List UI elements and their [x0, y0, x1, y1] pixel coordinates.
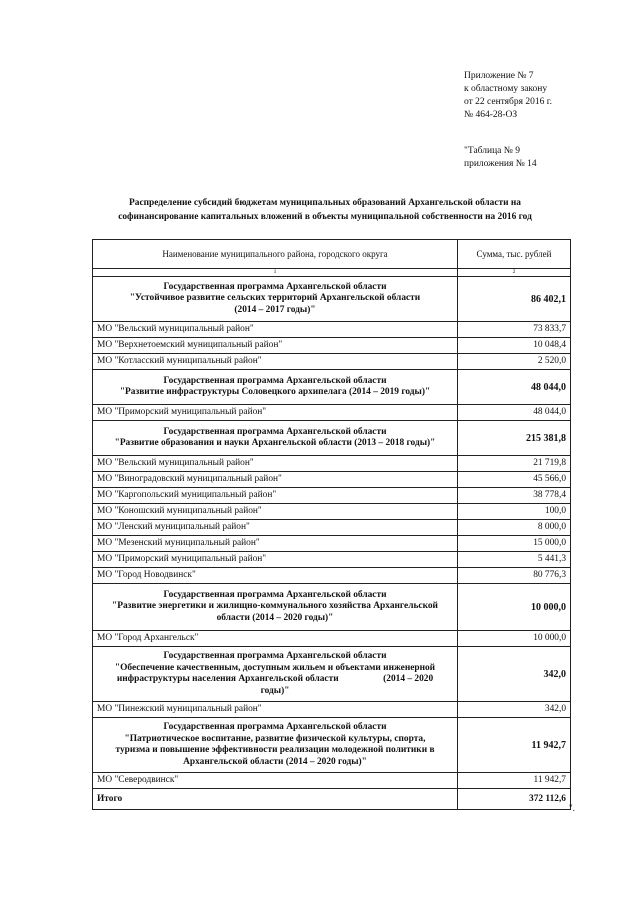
- table-row: [93, 520, 571, 536]
- municipality-name: МО "Пинежский муниципальный район": [93, 702, 458, 718]
- program-row: [93, 647, 571, 702]
- municipality-amount: 73 833,7: [458, 322, 571, 338]
- municipality-amount: 100,0: [458, 504, 571, 520]
- subsidy-table: [92, 239, 571, 810]
- table-reference: "Таблица № 9: [464, 146, 520, 156]
- municipality-amount: 21 719,8: [458, 456, 571, 472]
- program-name: Государственная программа Архангельской области "Развитие инфраструктуры Соловецкого архипелага (2014 – 2019 годы)": [93, 370, 458, 405]
- municipality-name: МО "Приморский муниципальный район": [93, 405, 458, 421]
- table-row: [93, 552, 571, 568]
- table-row: [93, 536, 571, 552]
- municipality-amount: 10 000,0: [458, 631, 571, 647]
- column-header-name: Наименование муниципального района, городского округа: [93, 240, 458, 269]
- program-row: [93, 370, 571, 405]
- table-row: [93, 702, 571, 718]
- municipality-name: МО "Северодвинск": [93, 773, 458, 789]
- total-row: [93, 789, 571, 810]
- title-line: Распределение субсидий бюджетам муниципальных образований Архангельской области на: [129, 198, 521, 208]
- table-row: [93, 354, 571, 370]
- column-number: 1: [93, 269, 458, 277]
- table-row: [93, 456, 571, 472]
- annex-line: Приложение № 7: [464, 71, 534, 81]
- program-amount: 215 381,8: [458, 421, 571, 456]
- column-number: 2: [458, 269, 571, 277]
- municipality-name: МО "Мезенский муниципальный район": [93, 536, 458, 552]
- municipality-amount: 15 000,0: [458, 536, 571, 552]
- municipality-name: МО "Вельский муниципальный район": [93, 456, 458, 472]
- table-row: [93, 472, 571, 488]
- municipality-name: МО "Вельский муниципальный район": [93, 322, 458, 338]
- program-row: [93, 277, 571, 322]
- total-amount: 372 112,6: [458, 789, 571, 810]
- program-name: Государственная программа Архангельской области "Обеспечение качественным, доступным жильем и объектами инженерной инфраструктуры населения Архангельской области (2014 – 2020 годы)": [93, 647, 458, 702]
- municipality-name: МО "Виноградовский муниципальный район": [93, 472, 458, 488]
- table-row: [93, 773, 571, 789]
- table-row: [93, 338, 571, 354]
- annex-line: к областному закону: [464, 84, 548, 94]
- annex-law-number: № 464-28-ОЗ: [464, 110, 518, 120]
- document-title: [60, 196, 590, 224]
- municipality-name: МО "Приморский муниципальный район": [93, 552, 458, 568]
- municipality-name: МО "Коношский муниципальный район": [93, 504, 458, 520]
- municipality-name: МО "Город Новодвинск": [93, 568, 458, 584]
- municipality-amount: 342,0: [458, 702, 571, 718]
- table-row: [93, 568, 571, 584]
- municipality-name: МО "Город Архангельск": [93, 631, 458, 647]
- total-label: Итого: [93, 789, 458, 810]
- column-header-amount: Сумма, тыс. рублей: [458, 240, 571, 269]
- municipality-amount: 8 000,0: [458, 520, 571, 536]
- municipality-amount: 11 942,7: [458, 773, 571, 789]
- program-amount: 10 000,0: [458, 584, 571, 631]
- program-name: Государственная программа Архангельской области "Развитие образования и науки Архангельской области (2013 – 2018 годы)": [93, 421, 458, 456]
- program-amount: 48 044,0: [458, 370, 571, 405]
- municipality-name: МО "Котласский муниципальный район": [93, 354, 458, 370]
- program-name: Государственная программа Архангельской области "Развитие энергетики и жилищно-коммунального хозяйства Архангельской области (2014 – 2020 годы)": [93, 584, 458, 631]
- municipality-amount: 2 520,0: [458, 354, 571, 370]
- program-amount: 342,0: [458, 647, 571, 702]
- municipality-amount: 48 044,0: [458, 405, 571, 421]
- municipality-amount: 10 048,4: [458, 338, 571, 354]
- program-amount: 86 402,1: [458, 277, 571, 322]
- municipality-amount: 38 778,4: [458, 488, 571, 504]
- table-row: [93, 504, 571, 520]
- table-reference: приложения № 14: [464, 159, 537, 169]
- table-row: [93, 322, 571, 338]
- program-row: [93, 718, 571, 773]
- municipality-name: МО "Верхнетоемский муниципальный район": [93, 338, 458, 354]
- program-name: Государственная программа Архангельской области "Патриотическое воспитание, развитие физической культуры, спорта, туризма и повышение эффективности реализации молодежной политики в Архангельской области (2014 – 2020 годы)": [93, 718, 458, 773]
- municipality-amount: 45 566,0: [458, 472, 571, 488]
- program-row: [93, 584, 571, 631]
- municipality-amount: 5 441,3: [458, 552, 571, 568]
- municipality-amount: 80 776,3: [458, 568, 571, 584]
- column-number-row: [93, 269, 571, 277]
- title-line: софинансирование капитальных вложений в объекты муниципальной собственности на 2016 год: [118, 212, 532, 222]
- program-amount: 11 942,7: [458, 718, 571, 773]
- table-header-row: [93, 240, 571, 269]
- program-name: Государственная программа Архангельской области "Устойчивое развитие сельских территорий Архангельской области (2014 – 2017 годы)": [93, 277, 458, 322]
- table-row: [93, 488, 571, 504]
- table-row: [93, 405, 571, 421]
- annex-line: от 22 сентября 2016 г.: [464, 97, 552, 107]
- closing-quote: ".: [569, 803, 575, 813]
- municipality-name: МО "Каргопольский муниципальный район": [93, 488, 458, 504]
- table-row: [93, 631, 571, 647]
- annex-header: [464, 70, 552, 171]
- municipality-name: МО "Ленский муниципальный район": [93, 520, 458, 536]
- program-row: [93, 421, 571, 456]
